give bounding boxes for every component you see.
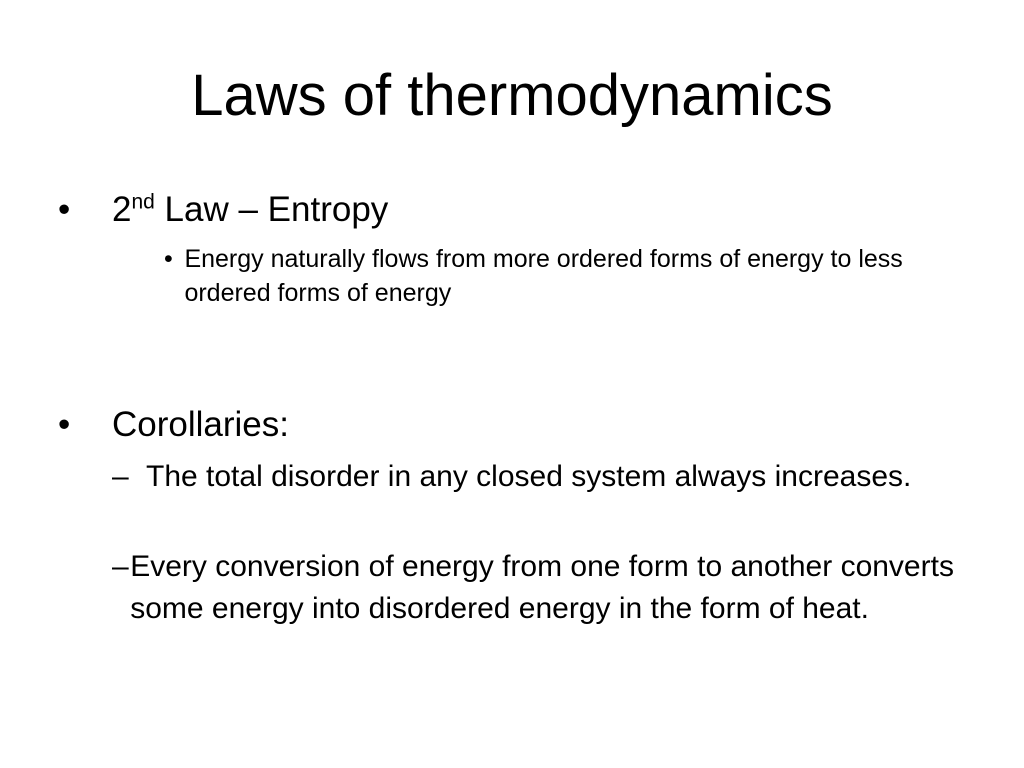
bullet-dot-icon: • (58, 190, 71, 229)
corollary-text: The total disorder in any closed system always increases. (146, 460, 912, 493)
law-name: Law – Entropy (154, 190, 389, 229)
corollary-text: Every conversion of energy from one form to another converts some energy into disordered energy in the form of heat. (130, 550, 954, 625)
corollary-item (112, 546, 972, 630)
bullet-corollaries (0, 403, 289, 447)
bullet-second-law (0, 188, 388, 232)
bullet-dot-icon: • (164, 245, 173, 273)
ordinal-number: 2 (112, 190, 132, 229)
bullet-text (112, 188, 388, 232)
sub-bullet-text: Energy naturally flows from more ordered forms of energy to less ordered forms of energy (184, 245, 903, 307)
corollary-item (112, 456, 972, 498)
bullet-text: Corollaries: (112, 405, 289, 444)
bullet-dot-icon: • (58, 405, 71, 444)
dash-icon: – (112, 460, 129, 493)
dash-icon: – (112, 550, 129, 583)
sub-bullet-energy-flow (164, 242, 964, 310)
ordinal-suffix: nd (131, 190, 155, 214)
slide-title: Laws of thermodynamics (191, 63, 833, 128)
